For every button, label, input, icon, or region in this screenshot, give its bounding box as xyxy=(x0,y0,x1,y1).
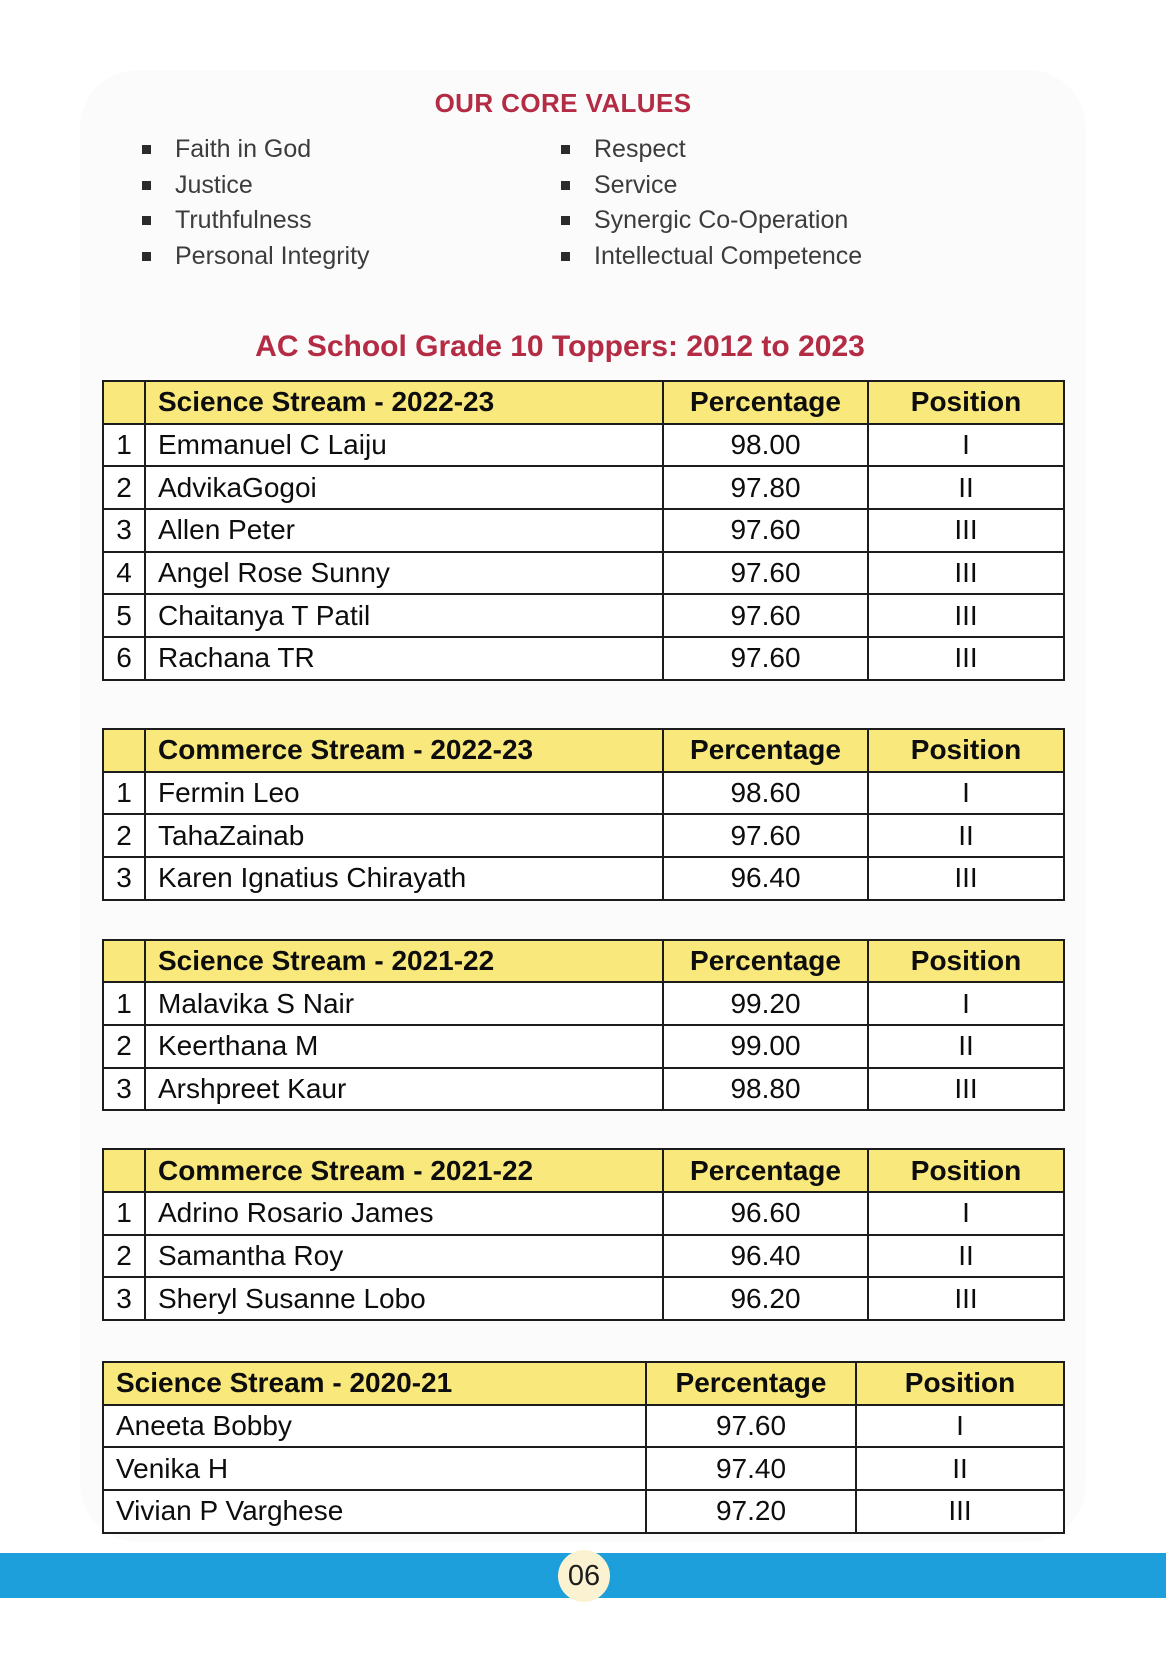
cell-name: Vivian P Varghese xyxy=(103,1490,646,1533)
value-item xyxy=(561,239,862,275)
value-label: Personal Integrity xyxy=(175,241,370,270)
table-row xyxy=(103,1192,1064,1235)
cell-rank: 3 xyxy=(103,857,145,900)
cell-position: III xyxy=(868,509,1064,552)
cell-name: Malavika S Nair xyxy=(145,982,663,1025)
toppers-table xyxy=(102,728,1065,901)
table-row xyxy=(103,982,1064,1025)
cell-percentage: 97.40 xyxy=(646,1447,856,1490)
cell-name: Karen Ignatius Chirayath xyxy=(145,857,663,900)
cell-position: III xyxy=(868,552,1064,595)
cell-percentage: 97.60 xyxy=(663,552,868,595)
table-title-cell: Science Stream - 2021-22 xyxy=(145,940,663,983)
cell-name: Emmanuel C Laiju xyxy=(145,424,663,467)
value-label: Intellectual Competence xyxy=(594,241,863,270)
header-position: Position xyxy=(868,940,1064,983)
bullet-square-icon xyxy=(142,181,151,190)
cell-rank: 3 xyxy=(103,1277,145,1320)
table-row xyxy=(103,1277,1064,1320)
cell-percentage: 96.40 xyxy=(663,857,868,900)
value-item xyxy=(561,132,862,168)
cell-percentage: 96.60 xyxy=(663,1192,868,1235)
header-position: Position xyxy=(856,1362,1064,1405)
cell-name: AdvikaGogoi xyxy=(145,466,663,509)
cell-name: Chaitanya T Patil xyxy=(145,594,663,637)
cell-rank: 1 xyxy=(103,1192,145,1235)
bullet-square-icon xyxy=(561,145,570,154)
table-header-row xyxy=(103,1149,1064,1192)
table-row xyxy=(103,1490,1064,1533)
cell-percentage: 98.60 xyxy=(663,772,868,815)
value-label: Respect xyxy=(594,135,686,164)
table-title-cell: Commerce Stream - 2021-22 xyxy=(145,1149,663,1192)
core-values-list-right xyxy=(561,132,862,274)
value-item xyxy=(561,203,862,239)
cell-name: Aneeta Bobby xyxy=(103,1405,646,1448)
table-row xyxy=(103,857,1064,900)
cell-position: I xyxy=(868,772,1064,815)
table-row xyxy=(103,1068,1064,1111)
value-label: Justice xyxy=(175,170,253,199)
table-row xyxy=(103,1447,1064,1490)
cell-percentage: 97.60 xyxy=(663,814,868,857)
cell-percentage: 98.00 xyxy=(663,424,868,467)
cell-position: I xyxy=(868,424,1064,467)
header-position: Position xyxy=(868,1149,1064,1192)
cell-name: Sheryl Susanne Lobo xyxy=(145,1277,663,1320)
cell-rank: 6 xyxy=(103,637,145,680)
table-row xyxy=(103,1405,1064,1448)
cell-name: Angel Rose Sunny xyxy=(145,552,663,595)
cell-rank: 5 xyxy=(103,594,145,637)
cell-position: III xyxy=(868,1068,1064,1111)
cell-rank: 1 xyxy=(103,424,145,467)
table-row xyxy=(103,509,1064,552)
cell-name: Arshpreet Kaur xyxy=(145,1068,663,1111)
header-percentage: Percentage xyxy=(663,1149,868,1192)
table-row xyxy=(103,637,1064,680)
cell-rank: 1 xyxy=(103,982,145,1025)
cell-percentage: 99.00 xyxy=(663,1025,868,1068)
value-label: Truthfulness xyxy=(175,206,312,235)
cell-name: Allen Peter xyxy=(145,509,663,552)
cell-name: Venika H xyxy=(103,1447,646,1490)
cell-percentage: 97.60 xyxy=(663,637,868,680)
bullet-square-icon xyxy=(142,145,151,154)
core-values-title: OUR CORE VALUES xyxy=(434,88,692,118)
cell-position: I xyxy=(868,1192,1064,1235)
cell-position: I xyxy=(868,982,1064,1025)
table-header-row xyxy=(103,940,1064,983)
cell-percentage: 97.60 xyxy=(663,594,868,637)
cell-position: III xyxy=(856,1490,1064,1533)
table-title-cell: Science Stream - 2020-21 xyxy=(103,1362,646,1405)
cell-rank: 4 xyxy=(103,552,145,595)
table-row xyxy=(103,1025,1064,1068)
cell-rank: 2 xyxy=(103,1235,145,1278)
table-header-row xyxy=(103,381,1064,424)
header-blank-cell xyxy=(103,940,145,983)
cell-position: III xyxy=(868,1277,1064,1320)
cell-position: III xyxy=(868,637,1064,680)
header-percentage: Percentage xyxy=(646,1362,856,1405)
cell-percentage: 99.20 xyxy=(663,982,868,1025)
value-label: Synergic Co-Operation xyxy=(594,206,849,235)
header-blank-cell xyxy=(103,1149,145,1192)
cell-name: Adrino Rosario James xyxy=(145,1192,663,1235)
bullet-square-icon xyxy=(561,252,570,261)
toppers-table xyxy=(102,380,1065,681)
value-label: Faith in God xyxy=(175,135,312,164)
bullet-square-icon xyxy=(561,181,570,190)
cell-name: TahaZainab xyxy=(145,814,663,857)
header-position: Position xyxy=(868,381,1064,424)
table-row xyxy=(103,466,1064,509)
cell-name: Rachana TR xyxy=(145,637,663,680)
value-item xyxy=(142,203,370,239)
header-blank-cell xyxy=(103,381,145,424)
cell-position: II xyxy=(868,1235,1064,1278)
cell-rank: 3 xyxy=(103,1068,145,1111)
cell-rank: 2 xyxy=(103,1025,145,1068)
table-row xyxy=(103,814,1064,857)
table-row xyxy=(103,552,1064,595)
value-item xyxy=(142,168,370,204)
table-row xyxy=(103,424,1064,467)
cell-rank: 2 xyxy=(103,466,145,509)
cell-percentage: 97.20 xyxy=(646,1490,856,1533)
cell-position: II xyxy=(868,1025,1064,1068)
toppers-tables xyxy=(102,380,1063,1534)
value-item xyxy=(561,168,862,204)
header-position: Position xyxy=(868,729,1064,772)
cell-percentage: 97.60 xyxy=(663,509,868,552)
cell-percentage: 96.40 xyxy=(663,1235,868,1278)
core-values-list-left xyxy=(142,132,370,274)
bullet-square-icon xyxy=(561,216,570,225)
cell-position: I xyxy=(856,1405,1064,1448)
section-title: AC School Grade 10 Toppers: 2012 to 2023 xyxy=(255,330,865,363)
toppers-table xyxy=(102,1148,1065,1321)
cell-name: Fermin Leo xyxy=(145,772,663,815)
bullet-square-icon xyxy=(142,216,151,225)
cell-position: III xyxy=(868,857,1064,900)
page-number: 06 xyxy=(567,1559,601,1592)
cell-position: II xyxy=(868,814,1064,857)
cell-position: II xyxy=(856,1447,1064,1490)
toppers-table xyxy=(102,1361,1065,1534)
header-percentage: Percentage xyxy=(663,940,868,983)
cell-rank: 1 xyxy=(103,772,145,815)
value-item xyxy=(142,132,370,168)
value-item xyxy=(142,239,370,275)
cell-rank: 3 xyxy=(103,509,145,552)
table-row xyxy=(103,772,1064,815)
bullet-square-icon xyxy=(142,252,151,261)
table-title-cell: Science Stream - 2022-23 xyxy=(145,381,663,424)
cell-percentage: 97.60 xyxy=(646,1405,856,1448)
cell-position: III xyxy=(868,594,1064,637)
cell-percentage: 98.80 xyxy=(663,1068,868,1111)
table-header-row xyxy=(103,729,1064,772)
cell-name: Samantha Roy xyxy=(145,1235,663,1278)
table-row xyxy=(103,594,1064,637)
toppers-table xyxy=(102,939,1065,1112)
header-percentage: Percentage xyxy=(663,729,868,772)
header-percentage: Percentage xyxy=(663,381,868,424)
page-number-badge xyxy=(558,1550,610,1602)
cell-name: Keerthana M xyxy=(145,1025,663,1068)
table-header-row xyxy=(103,1362,1064,1405)
header-blank-cell xyxy=(103,729,145,772)
table-title-cell: Commerce Stream - 2022-23 xyxy=(145,729,663,772)
table-row xyxy=(103,1235,1064,1278)
cell-percentage: 96.20 xyxy=(663,1277,868,1320)
cell-percentage: 97.80 xyxy=(663,466,868,509)
cell-position: II xyxy=(868,466,1064,509)
value-label: Service xyxy=(594,170,678,199)
cell-rank: 2 xyxy=(103,814,145,857)
